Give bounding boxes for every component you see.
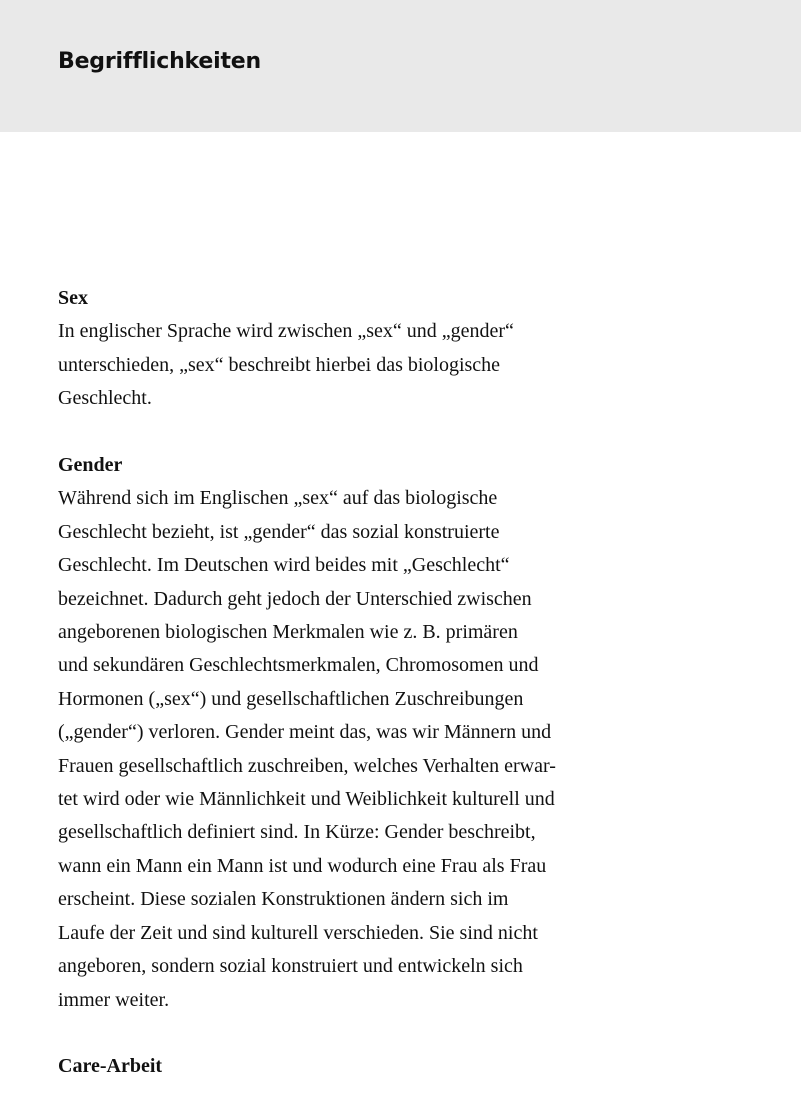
page-title: Begrifflichkeiten bbox=[58, 49, 261, 74]
term-heading: Gender bbox=[58, 454, 123, 477]
glossary-entry-care-arbeit bbox=[58, 1050, 658, 1083]
definition-line: angeboren, sondern sozial konstruiert und entwickeln sich bbox=[58, 955, 523, 978]
definition-line: Geschlecht. Im Deutschen wird beides mit „Geschlecht“ bbox=[58, 554, 510, 577]
definition-line: Während sich im Englischen „sex“ auf das biologische bbox=[58, 487, 498, 510]
definition-line: In englischer Sprache wird zwischen „sex“ und „gender“ bbox=[58, 320, 514, 343]
definition-line: Frauen gesellschaftlich zuschreiben, welches Verhalten erwar- bbox=[58, 754, 556, 777]
definition-line: erscheint. Diese sozialen Konstruktionen ändern sich im bbox=[58, 888, 509, 911]
glossary-entry-gender bbox=[58, 449, 658, 1017]
definition-line: („gender“) verloren. Gender meint das, was wir Männern und bbox=[58, 721, 552, 744]
header-band bbox=[0, 0, 801, 132]
glossary-content bbox=[58, 282, 658, 1117]
definition-line: Hormonen („sex“) und gesellschaftlichen Zuschreibungen bbox=[58, 687, 524, 710]
definition-line: unterschieden, „sex“ beschreibt hierbei das biologische bbox=[58, 353, 501, 376]
term-heading: Sex bbox=[58, 287, 88, 309]
definition-line: Laufe der Zeit und sind kulturell verschieden. Sie sind nicht bbox=[58, 921, 538, 944]
glossary-entry-sex bbox=[58, 282, 658, 416]
definition-line: gesellschaftlich definiert sind. In Kürze: Gender beschreibt, bbox=[58, 821, 536, 844]
definition-line: angeborenen biologischen Merkmalen wie z. B. primären bbox=[58, 621, 518, 644]
definition-line: wann ein Mann ein Mann ist und wodurch eine Frau als Frau bbox=[58, 854, 547, 877]
definition-line: und sekundären Geschlechtsmerkmalen, Chromosomen und bbox=[58, 654, 539, 677]
definition-line: bezeichnet. Dadurch geht jedoch der Unterschied zwischen bbox=[58, 587, 532, 610]
definition-line: immer weiter. bbox=[58, 988, 170, 1011]
definition-line: Geschlecht bezieht, ist „gender“ das sozial konstruierte bbox=[58, 520, 500, 543]
definition-line: Geschlecht. bbox=[58, 387, 152, 410]
term-heading: Care-Arbeit bbox=[58, 1055, 163, 1078]
definition-line: tet wird oder wie Männlichkeit und Weiblichkeit kulturell und bbox=[58, 788, 555, 811]
